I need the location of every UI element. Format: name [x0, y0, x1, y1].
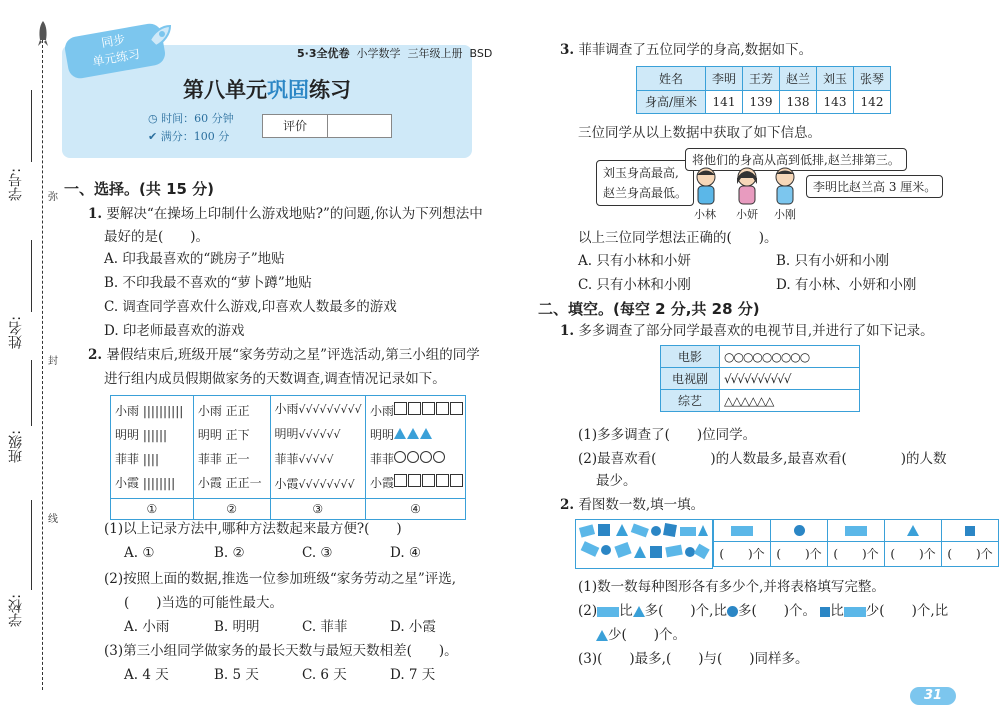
sub-question: (1)以上记录方法中,哪种方法数起来最方便?( ) — [104, 521, 402, 537]
table-header: 姓名 — [637, 67, 706, 91]
table-cell: 143 — [817, 90, 854, 114]
option-b[interactable]: B. 明明 — [214, 619, 260, 635]
table-header: 张琴 — [854, 67, 891, 91]
sub-text: 多( )个,比 — [644, 603, 727, 619]
evaluation-label: 评价 — [263, 115, 328, 137]
name: 小雨 — [115, 404, 140, 418]
rocket-icon — [140, 22, 174, 60]
name: 小霞 — [369, 476, 394, 490]
evaluation-box — [262, 114, 392, 138]
question-text: 进行组内成员假期做家务的天数调查,调查情况记录如下。 — [104, 371, 446, 387]
sub-question: (1)多多调查了( )位同学。 — [578, 427, 757, 443]
tally: |||| — [142, 452, 160, 466]
kid-name: 小林 — [694, 208, 716, 221]
sub-question: (2)最喜欢看( )的人数最多,最喜欢看( )的人数 — [578, 451, 947, 467]
name: 小雨 — [197, 404, 222, 418]
table-row-label: 身高/厘米 — [637, 90, 706, 114]
rect-shape-icon — [828, 520, 885, 542]
name: 明明 — [115, 428, 140, 442]
question-text: 多多调查了部分同学最喜欢的电视节目,并进行了如下记录。 — [578, 323, 934, 339]
count-blank[interactable]: ( )个 — [714, 541, 771, 566]
question-text: 以上三位同学想法正确的( )。 — [578, 230, 778, 246]
triangle-shape-icon — [633, 606, 645, 617]
class-label: 班级: — [8, 430, 24, 463]
time-text: 时间：60 分钟 — [161, 112, 234, 125]
zheng-count: 正正一 — [225, 476, 262, 490]
column-number: ④ — [365, 499, 465, 520]
bubble-line: 赵兰身高最低。 — [603, 186, 688, 200]
tally-marks: ○○○○○○○○○ — [720, 346, 860, 368]
edition: BSD — [469, 47, 493, 60]
option-d[interactable]: D. 7 天 — [390, 667, 436, 683]
question-1 — [560, 323, 934, 339]
question-2 — [88, 347, 480, 363]
name-line — [31, 240, 32, 312]
speech-bubble: 将他们的身高从高到低排,赵兰排第三。 — [685, 148, 907, 171]
column-number: ③ — [270, 499, 365, 520]
name: 小雨 — [274, 402, 299, 416]
girl-illustration — [733, 166, 761, 206]
sub-question — [596, 627, 686, 643]
student-id-line — [31, 90, 32, 162]
rect-shape-icon — [844, 607, 866, 617]
name: 明明 — [197, 428, 222, 442]
table-header: 王芳 — [743, 67, 780, 91]
option-a[interactable]: A. 只有小林和小妍 — [578, 253, 691, 269]
tally: |||||| — [142, 428, 168, 442]
question-number: 1. — [88, 206, 103, 222]
rocket-icon — [36, 20, 50, 52]
sub-text: 少( )个,比 — [865, 603, 949, 619]
question-text: 最好的是( )。 — [104, 229, 210, 245]
shape-picture — [575, 519, 713, 569]
score-text: 满分：100 分 — [160, 130, 230, 143]
count-blank[interactable]: ( )个 — [942, 541, 999, 566]
option-d[interactable]: D. ④ — [390, 545, 422, 561]
zheng-count: 正下 — [225, 428, 250, 442]
tally: |||||||||| — [142, 404, 184, 418]
count-blank[interactable]: ( )个 — [771, 541, 828, 566]
question-number: 1. — [560, 323, 575, 339]
option-b[interactable]: B. 不印我最不喜欢的“萝卜蹲”地贴 — [104, 275, 312, 291]
circle-shape-icon — [771, 520, 828, 542]
page-number: 31 — [910, 687, 956, 705]
evaluation-blank[interactable] — [328, 115, 391, 137]
record-table — [110, 395, 466, 520]
name: 菲菲 — [115, 452, 140, 466]
table-header: 赵兰 — [780, 67, 817, 91]
option-b[interactable]: B. 只有小妍和小刚 — [776, 253, 890, 269]
triangle-shape-icon — [885, 520, 942, 542]
question-number: 2. — [88, 347, 103, 363]
rect-shape-icon — [714, 520, 771, 542]
name: 小霞 — [274, 477, 299, 491]
boy-illustration — [692, 166, 720, 206]
name-label: 姓名: — [8, 316, 24, 349]
score-info — [148, 128, 229, 144]
check-marks: √√√√√√√√ — [298, 478, 355, 491]
sub-text: 多( )个。 — [737, 603, 816, 619]
option-c[interactable]: C. 6 天 — [302, 667, 347, 683]
sub-question: ( )当选的可能性最大。 — [124, 595, 284, 611]
sub-text: 比 — [619, 603, 633, 619]
circle-shape-icon — [727, 606, 738, 617]
row-label: 电视剧 — [661, 368, 720, 390]
option-d[interactable]: D. 印老师最喜欢的游戏 — [104, 323, 245, 339]
question-text: 暑假结束后,班级开展“家务劳动之星”评选活动,第三小组的同学 — [106, 347, 480, 363]
option-c[interactable]: C. ③ — [302, 545, 333, 561]
clock-icon: ◷ — [148, 112, 158, 125]
option-d[interactable]: D. 小霞 — [390, 619, 436, 635]
sub-question — [578, 603, 948, 619]
triangle-shape-icon — [596, 630, 608, 641]
tally-marks: √√√√√√√√√√ — [720, 368, 860, 390]
count-blank[interactable]: ( )个 — [885, 541, 942, 566]
question-text: 菲菲调查了五位同学的身高,数据如下。 — [578, 42, 813, 58]
section-heading: 二、填空。(每空 2 分,共 28 分) — [538, 300, 760, 318]
count-table — [713, 519, 999, 567]
table-cell: 142 — [854, 90, 891, 114]
check-marks: √√√√√ — [298, 453, 334, 466]
time-info — [148, 110, 234, 126]
option-d[interactable]: D. 有小林、小妍和小刚 — [776, 277, 917, 293]
height-table — [636, 66, 891, 114]
question-2 — [560, 497, 704, 513]
option-c[interactable]: C. 调查同学喜欢什么游戏,印喜欢人数最多的游戏 — [104, 299, 397, 315]
sub-question: (2)按照上面的数据,推选一位参加班级“家务劳动之星”评选, — [104, 571, 457, 587]
row-label: 综艺 — [661, 390, 720, 412]
series-name: 5·3全优卷 — [297, 47, 350, 60]
square-shape-icon — [820, 607, 830, 617]
book-info — [297, 45, 492, 61]
speech-bubble — [596, 160, 694, 206]
sub-question: (3)( )最多,( )与( )同样多。 — [578, 651, 809, 667]
zheng-count: 正正 — [225, 404, 250, 418]
table-cell: 138 — [780, 90, 817, 114]
binding-line — [42, 40, 43, 690]
subject: 小学数学 — [356, 47, 401, 60]
speech-bubble: 李明比赵兰高 3 厘米。 — [806, 175, 943, 198]
name: 小霞 — [115, 476, 140, 490]
student-id-label: 学号: — [8, 168, 24, 201]
table-header: 刘玉 — [817, 67, 854, 91]
column-number: ① — [111, 499, 194, 520]
table-cell: 141 — [706, 90, 743, 114]
sub-text: 少( )个。 — [608, 627, 687, 643]
table-header: 李明 — [706, 67, 743, 91]
name: 小雨 — [369, 404, 394, 418]
tally-marks: △△△△△△ — [720, 390, 860, 412]
badge-line: 单元练习 — [91, 46, 142, 69]
seal-char: 线 — [48, 514, 58, 525]
sub-question: (3)第三小组同学做家务的最长天数与最短天数相差( )。 — [104, 643, 458, 659]
question-1 — [88, 206, 483, 222]
check-marks: √√√√√√√√√ — [298, 403, 362, 416]
school-line — [31, 500, 32, 590]
sub-text: (2) — [578, 603, 598, 619]
option-a[interactable]: A. ① — [124, 545, 155, 561]
section-heading: 一、选择。(共 15 分) — [64, 180, 215, 198]
question-3 — [560, 42, 812, 58]
question-text: 看图数一数,填一填。 — [578, 497, 705, 513]
option-c[interactable]: C. 菲菲 — [302, 619, 348, 635]
name: 小霞 — [197, 476, 222, 490]
badge-line: 同步 — [100, 32, 127, 51]
zheng-count: 正一 — [225, 452, 250, 466]
kid-name: 小妍 — [736, 208, 758, 221]
option-b[interactable]: B. 5 天 — [214, 667, 259, 683]
name: 菲菲 — [197, 452, 222, 466]
count-blank[interactable]: ( )个 — [828, 541, 885, 566]
title-part: 练习 — [309, 78, 351, 102]
option-a[interactable]: A. 印我最喜欢的“跳房子”地贴 — [104, 251, 285, 267]
rect-shape-icon — [597, 607, 619, 617]
check-marks: √√√√√√ — [298, 428, 341, 441]
page-title — [62, 74, 472, 104]
check-icon: ✔ — [148, 130, 158, 143]
sub-question: 最少。 — [596, 473, 637, 489]
square-shape-icon — [942, 520, 999, 542]
name: 明明 — [369, 428, 394, 442]
name: 菲菲 — [369, 452, 394, 466]
kid-name: 小刚 — [774, 208, 796, 221]
name: 明明 — [274, 427, 299, 441]
option-a[interactable]: A. 小雨 — [124, 619, 170, 635]
sub-question: (1)数一数每种图形各有多少个,并将表格填写完整。 — [578, 579, 885, 595]
seal-char: 封 — [48, 356, 58, 367]
row-label: 电影 — [661, 346, 720, 368]
question-number: 3. — [560, 42, 575, 58]
title-part: 第八单元 — [183, 78, 267, 102]
title-highlight: 巩固 — [267, 78, 309, 102]
name: 菲菲 — [274, 452, 299, 466]
question-text: 要解决“在操场上印制什么游戏地贴?”的问题,你认为下列想法中 — [106, 206, 483, 222]
bubble-line: 刘玉身高最高, — [603, 166, 679, 180]
seal-char: 弥 — [48, 192, 58, 203]
option-a[interactable]: A. 4 天 — [124, 667, 169, 683]
class-line — [31, 360, 32, 426]
question-text: 三位同学从以上数据中获取了如下信息。 — [578, 125, 821, 141]
sub-text: 比 — [830, 603, 844, 619]
question-number: 2. — [560, 497, 575, 513]
column-number: ② — [193, 499, 270, 520]
option-c[interactable]: C. 只有小林和小刚 — [578, 277, 691, 293]
tally: |||||||| — [142, 476, 176, 490]
school-label: 学校: — [8, 594, 24, 627]
grade: 三年级上册 — [407, 47, 463, 60]
boy-illustration — [771, 166, 799, 206]
table-cell: 139 — [743, 90, 780, 114]
tv-record-table — [660, 345, 860, 412]
option-b[interactable]: B. ② — [214, 545, 245, 561]
